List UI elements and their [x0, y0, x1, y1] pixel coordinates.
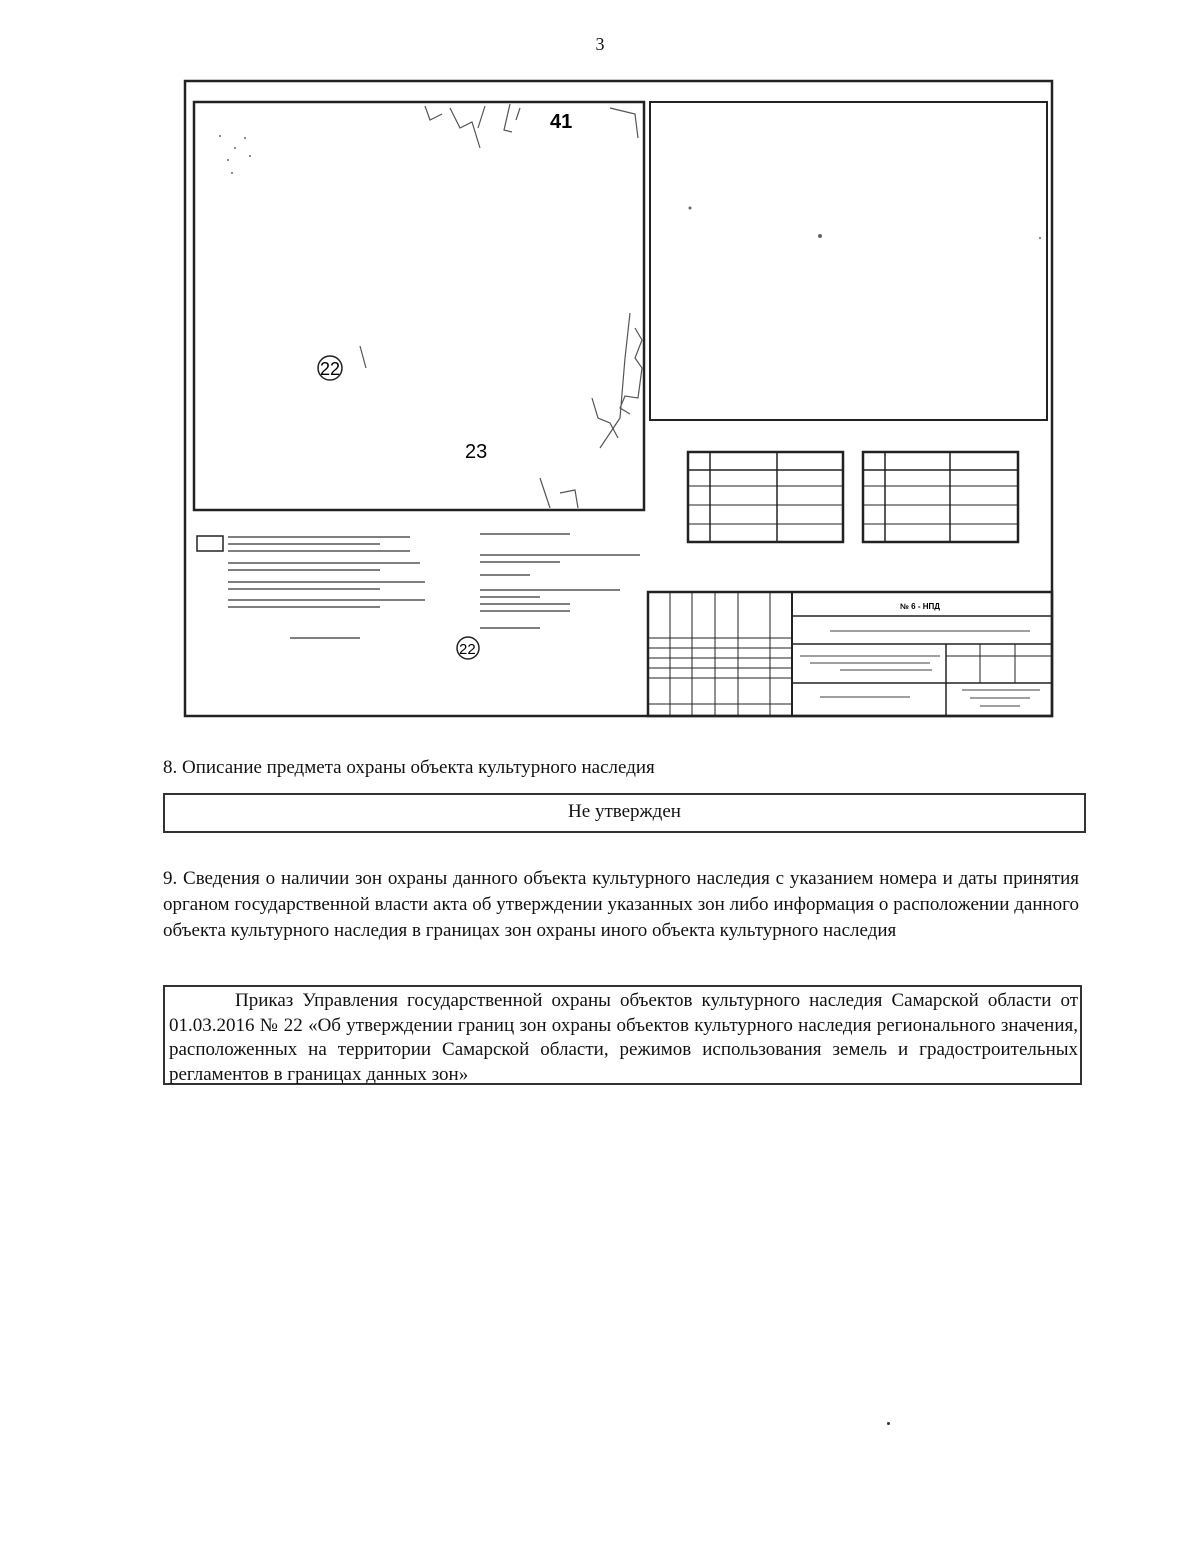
map-panel-right [650, 102, 1047, 420]
building-contours [360, 104, 642, 508]
title-block-code: № 6 - НПД [900, 602, 940, 611]
map-panel-left [194, 102, 644, 510]
section-9-value-box [163, 985, 1082, 1085]
section-9-heading: 9. Сведения о наличии зон охраны данного объекта культурного наследия с указанием номера и даты принятия органом государственной власти акта об утверждении указанных зон либо информация о расположении данного объекта культурного наследия в границах зон охраны иного объекта культурного наследия [163, 868, 1079, 941]
scatter-dots [219, 135, 1041, 239]
legend-lines [228, 534, 640, 638]
page-number: 3 [595, 34, 605, 54]
section-8-value: Не утвержден [568, 801, 681, 822]
section-9-value: Приказ Управления государственной охраны объектов культурного наследия Самарской области от 01.03.2016 № 22 «Об утверждении границ зон охраны объектов культурного наследия регионального значения, расположенных на территории Самарской области, режимов использования земель и градостроительных регламентов в границах данных зон» [169, 990, 1078, 1085]
section-8-value-box [163, 793, 1086, 833]
legend-label-22: 22 [459, 641, 476, 658]
title-block-lines [800, 631, 1040, 706]
coordinate-table-1 [688, 452, 843, 542]
section-8-heading: 8. Описание предмета охраны объекта культурного наследия [163, 757, 655, 778]
map-drawing [180, 78, 1055, 718]
stray-mark [887, 1422, 890, 1425]
map-label-41: 41 [550, 111, 573, 133]
map-label-22: 22 [320, 359, 341, 379]
legend-swatch [197, 536, 223, 551]
drawing-frame [185, 81, 1052, 716]
map-label-23: 23 [465, 441, 488, 463]
coordinate-table-2 [863, 452, 1018, 542]
